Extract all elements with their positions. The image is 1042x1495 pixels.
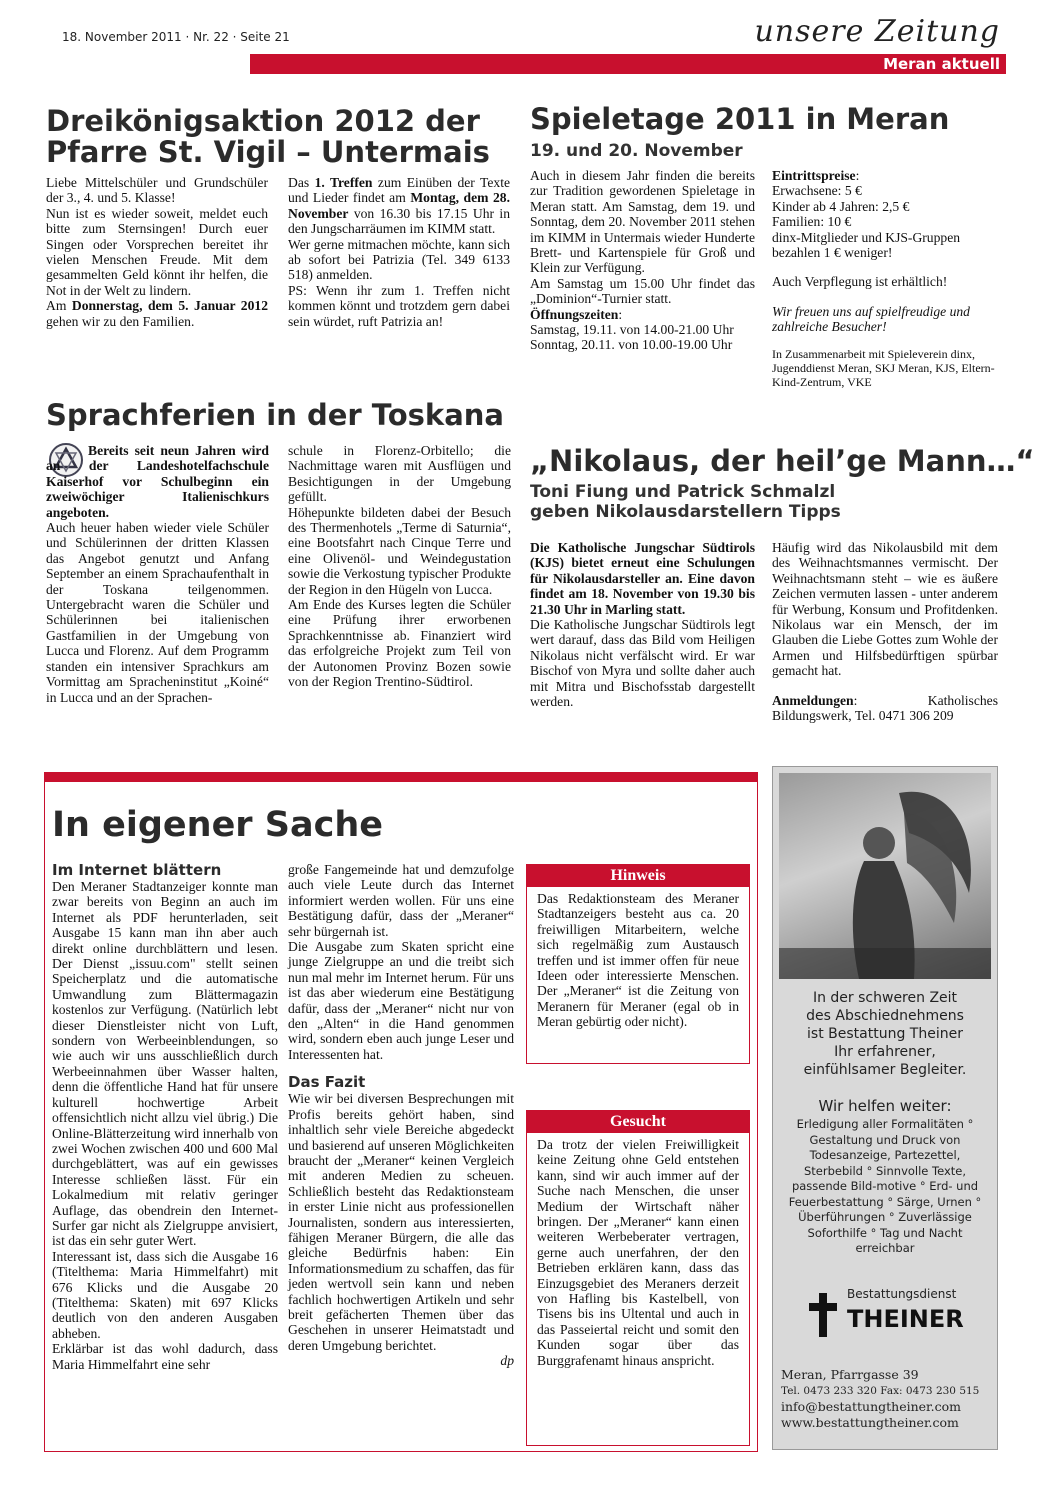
article3-column2: [288, 443, 511, 690]
paragraph: Erwachsene: 5 €: [772, 183, 862, 199]
paragraph: Auch Verpflegung ist erhältlich!: [772, 274, 948, 290]
paragraph: Häufig wird das Nikolausbild mit dem des Weihnachtsmannes vermischt. Der Weihnachtsmann steht – wie es äußere Zeichen vermuten lassen - unter anderem für Werbung, Konsum und Profitdenken. Nikolaus war ein Mensch, der im Glauben die Liebe Gottes zum Wohle der Armen und Hilfsbedürftigen spürbar gemacht hat.: [772, 540, 998, 679]
paragraph: Öffnungszeiten:: [530, 306, 623, 322]
paragraph: große Fangemeinde hat und demzufolge auch viele Leute durch das Internet informiert werden wollen. Für uns eine Bestätigung dafür, dass der „Meraner“ sehr bürgernah ist.: [288, 862, 514, 939]
angel-photo: [779, 773, 991, 979]
ad-brand-small: Bestattungsdienst: [847, 1287, 957, 1301]
article-nikolaus-title: „Nikolaus, der heil’ge Mann…“: [530, 444, 1035, 478]
article2-column2: [772, 168, 998, 389]
paragraph: Samstag, 19.11. von 14.00-21.00 Uhr: [530, 322, 734, 338]
article1-column2: [288, 175, 510, 329]
headline-line: Dreikönigsaktion 2012 der: [46, 104, 480, 138]
article-in-eigener-sache-title: In eigener Sache: [52, 805, 383, 845]
gesucht-box: [526, 1110, 750, 1446]
article4-column1: [530, 540, 755, 709]
paragraph: Wir freuen uns auf spielfreudige und zahlreiche Besucher!: [772, 303, 970, 335]
ad-contact: [781, 1367, 991, 1431]
paragraph: Am Donnerstag, dem 5. Januar 2012 gehen wir zu den Familien.: [46, 298, 268, 329]
ad-email[interactable]: info@bestattungtheiner.com: [781, 1399, 962, 1414]
paragraph: In Zusammenarbeit mit Spieleverein dinx, Jugenddienst Meran, SKJ Meran, KJS, Eltern-Kind-Zentrum, VKE: [772, 346, 995, 389]
gesucht-box-body: Da trotz der vielen Freiwilligkeit keine Zeitung ohne Geld entstehen kann, sind wir auch immer auf der Suche nach Menschen, die unser Medium der Wirtschaft näher bringen. Der „Meraner“ kann einen weiteren Werbeberater vertragen, gerne auch unerfahren, der den Betrieben erklären kann, dass das Einzugsgebiet des Meraners derzeit von Hafling bis Kastelbell, von Tisens bis ins Ultental und auch in das Passeiertal reicht und somit den Kunden sogar über das Burggrafenamt hinaus anspricht.: [537, 1137, 739, 1368]
paragraph: Kinder ab 4 Jahren: 2,5 €: [772, 198, 910, 214]
paragraph: Erklärbar ist das wohl dadurch, dass Maria Himmelfahrt eine sehr: [52, 1341, 278, 1372]
cross-icon: [809, 1293, 837, 1337]
paragraph: Anmeldungen: Katholisches Bildungswerk, Tel. 0471 306 209: [772, 692, 998, 724]
paragraph: Liebe Mittelschüler und Grundschüler der 3., 4. und 5. Klasse!: [46, 175, 268, 206]
paragraph: schule in Florenz-Orbitello; die Nachmittage waren mit Ausflügen und Besichtigungen in der Umgebung gefüllt.: [288, 443, 511, 505]
article-sprachferien-title: Sprachferien in der Toskana: [46, 398, 504, 432]
hinweis-box-title: Hinweis: [527, 865, 749, 887]
ad-website[interactable]: www.bestattungtheiner.com: [781, 1415, 959, 1430]
paragraph: Eintrittspreise:: [772, 168, 860, 183]
funeral-service-ad: [772, 766, 998, 1450]
ad-brand: THEINER: [847, 1305, 964, 1333]
headline-line: Pfarre St. Vigil – Untermais: [46, 135, 490, 169]
paragraph: Das 1. Treffen zum Einüben der Texte und Lieder findet am Montag, dem 28. November von 16.30 bis 17.15 Uhr in den Jungscharräumen im KIMM statt.: [288, 175, 511, 237]
paragraph: Am Samstag um 15.00 Uhr findet das „Dominion“-Turnier statt.: [530, 275, 755, 307]
subheading: Das Fazit: [288, 1073, 366, 1092]
paragraph: Nun ist es wieder soweit, meldet euch bitte zum Sternsingen! Durch euer Singen oder Vorsprechen bereitet ihr vielen Menschen Freude. Mit dem gesammelten Geld könnt ihr helfen, die Not in der Welt zu lindern.: [46, 205, 268, 298]
article-spieletage-subtitle: 19. und 20. November: [530, 141, 743, 161]
article-dreikoenigsaktion-title: [46, 106, 516, 168]
article4-column2: [772, 540, 998, 723]
author-initials: dp: [500, 1353, 514, 1369]
ad-help-title: Wir helfen weiter:: [818, 1097, 952, 1115]
article5-column1: [52, 862, 278, 1372]
paragraph: Auch in diesem Jahr finden die bereits zur Tradition gewordenen Spieletage in Meran statt. Am Samstag, dem 19. und Sonntag, dem 20. November 2011 stehen im KIMM in Untermais wieder Hunderte Brett- und Kartenspiele für Groß und Klein zur Verfügung.: [530, 168, 755, 276]
paragraph: dinx-Mitglieder und KJS-Gruppen bezahlen 1 € weniger!: [772, 229, 961, 261]
paragraph: PS: Wenn ihr zum 1. Treffen nicht kommen könnt und trotzdem gern dabei sein würdet, ruft Patrizia an!: [288, 282, 510, 329]
page-folio: 18. November 2011 · Nr. 22 · Seite 21: [62, 30, 290, 44]
article5-column2: [288, 862, 514, 1369]
hinweis-box: [526, 864, 750, 1064]
article-spieletage-title: Spieletage 2011 in Meran: [530, 102, 950, 136]
paragraph: Höhepunkte bildeten dabei der Besuch des Thermenhotels „Terme di Saturnia“, eine Bootsfahrt nach Cinque Terre und eine Olivenöl- und Weindegustation sowie die Verkostung typischer Produkte der Region in den Hügeln von Lucca.: [288, 504, 511, 597]
paragraph: Die Ausgabe zum Skaten spricht eine junge Zielgruppe an und die treibt sich nun mal mehr im Internet herum. Für uns ist das aber wiederum eine Bestätigung dafür, dass der „Meraner“ nicht nur von den „Alten“ in die Hand genommen wird, sondern eben auch junge Leser und Interessenten hat.: [288, 939, 514, 1062]
newspaper-logo: unsere Zeitung: [754, 14, 1000, 49]
paragraph: Auch heuer haben wieder viele Schüler und Schülerinnen der dritten Klassen das Angebot genutzt und Anfang September an einem Sprachaufenthalt in der Toskana teilgenommen. Untergebracht waren die Schüler und Schülerinnen bei italienischen Gastfamilien in der Umgebung von Lucca und Florenz. Auf dem Programm standen ein intensiver Sprachkurs am Vormittag am Spracheninstitut „Koiné“ in Lucca und an der Sprachen-: [46, 520, 269, 705]
paragraph: Am Ende des Kurses legten die Schüler eine Prüfung ihrer erworbenen Sprachkenntnisse ab. Finanziert wird das erfolgreiche Projekt zum Teil von der Autonomen Provinz Bozen sowie von der Region Trentino-Südtirol.: [288, 597, 511, 690]
paragraph: Wer gerne mitmachen möchte, kann sich ab sofort bei Patrizia (Tel. 349 6133 518) anmelden.: [288, 236, 510, 283]
section-label: Meran aktuell: [883, 55, 1000, 73]
article-nikolaus-subtitle: Toni Fiung und Patrick Schmalzl geben Nikolausdarstellern Tipps: [530, 482, 841, 522]
gesucht-box-title: Gesucht: [527, 1111, 749, 1133]
article3-column1: [46, 443, 269, 705]
lead-paragraph: Bereits seit neun Jahren wird an der Landeshotelfachschule Kaiserhof vor Schulbeginn ein zweiwöchiger Italienischkurs angeboten.: [46, 443, 269, 520]
subheading: Im Internet blättern: [52, 861, 222, 879]
paragraph: Wie wir bei diversen Besprechungen mit Profis bereits gehört haben, sind inhaltlich sehr viele Bereiche abgedeckt und basierend auf unseren Möglichkeiten braucht der „Meraner“ keinen Vergleich mit anderen Medien zu scheuen. Schließlich besteht das Redaktionsteam in erster Linie nicht aus professionellen Journalisten, sondern aus interessierten, fähigen Meraner Bürgern, die alle das gleiche Bedürfnis haben: Ein Informationsmedium zu schaffen, das für jeden wertvoll sein kann und neben fachlich hochwertigen Artikeln und sehr breit gefächerten Themen über das Geschehen in unserer Heimatstadt und deren Umgebung berichtet.: [288, 1091, 514, 1353]
ad-slogan: In der schweren Zeit des Abschiednehmens ist Bestattung Theiner Ihr erfahrener, einfühlsamer Begleiter.: [803, 990, 967, 1078]
lead-paragraph: Die Katholische Jungschar Südtirols (KJS) bietet erneut eine Schulungen für Nikolausdarsteller an. Eine davon findet am 18. November von 19.30 bis 21.30 Uhr in Marling statt.: [530, 540, 755, 617]
paragraph: Die Katholische Jungschar Südtirols legt wert darauf, dass das Bild vom Heiligen Nikolaus nicht verfälscht wird. Er war Bischof von Myra und sollte daher auch mit Mitra und Bischofsstab dargestellt werden.: [530, 617, 755, 710]
article1-column1: [46, 175, 268, 329]
paragraph: Den Meraner Stadtanzeiger konnte man zwar bereits von Beginn an auch im Internet als PDF herunterladen, seit Ausgabe 15 kann man ihn aber auch direkt online durchblättern und lesen. Der Dienst „issuu.com" stellt seinen Speicherplatz und die automatische Umwandlung zum Blättermagazin kostenlos zur Verfügung. (Natürlich lebt dieser Dienstleister nicht von Luft, sondern von Werbeeinblendungen, so wie auch wir uns ausschließlich durch Werbeeinnahmen über Wasser halten, denn die öffentliche Hand hat für unsere kulturell hochwertige Arbeit offensichtlich nicht allzu viel übrig.) Die Online-Blätterzeitung wird innerhalb von zwei Wochen zwischen 400 und 600 Mal durchgeblättert, was auf ein gewisses Interesse schließen lässt. Für ein Lokalmedium mit relativ geringer Auflage, das obendrein den Internet-Surfer gar nicht als Zielgruppe anvisiert, ist das ein sehr guter Wert.: [52, 879, 278, 1249]
ad-services: Erledigung aller Formalitäten ° Gestaltung und Druck von Todesanzeige, Partezettel, Sterbebild ° Sinnvolle Texte, passende Bild-motive ° Erd- und Feuerbestattung ° Särge, Urnen ° Überführungen ° Zuverlässige Soforthilfe ° Tag und Nacht erreichbar: [788, 1117, 982, 1255]
article2-column1: [530, 168, 755, 353]
hinweis-box-body: Das Redaktionsteam des Meraner Stadtanzeigers besteht aus ca. 20 freiwilligen Mitarbeitern, welche sich regelmäßig zum Austausch treffen und ist immer offen für neue Ideen oder interessierte Menschen. Der „Meraner“ ist die Zeitung von Meranern für Meraner (egal ob in Meran gebürtig oder nicht).: [537, 891, 739, 1030]
paragraph: Interessant ist, dass sich die Ausgabe 16 (Titelthema: Maria Himmelfahrt) mit 676 Klicks und die Ausgabe 20 (Titelthema: Skaten) mit 697 Klicks deutlich von den anderen Ausgaben abheben.: [52, 1248, 278, 1341]
paragraph: Sonntag, 20.11. von 10.00-19.00 Uhr: [530, 337, 733, 353]
ad-phone: Tel. 0473 233 320 Fax: 0473 230 515: [781, 1385, 980, 1397]
paragraph: Familien: 10 €: [772, 214, 852, 230]
ad-address: Meran, Pfarrgasse 39: [781, 1367, 919, 1382]
